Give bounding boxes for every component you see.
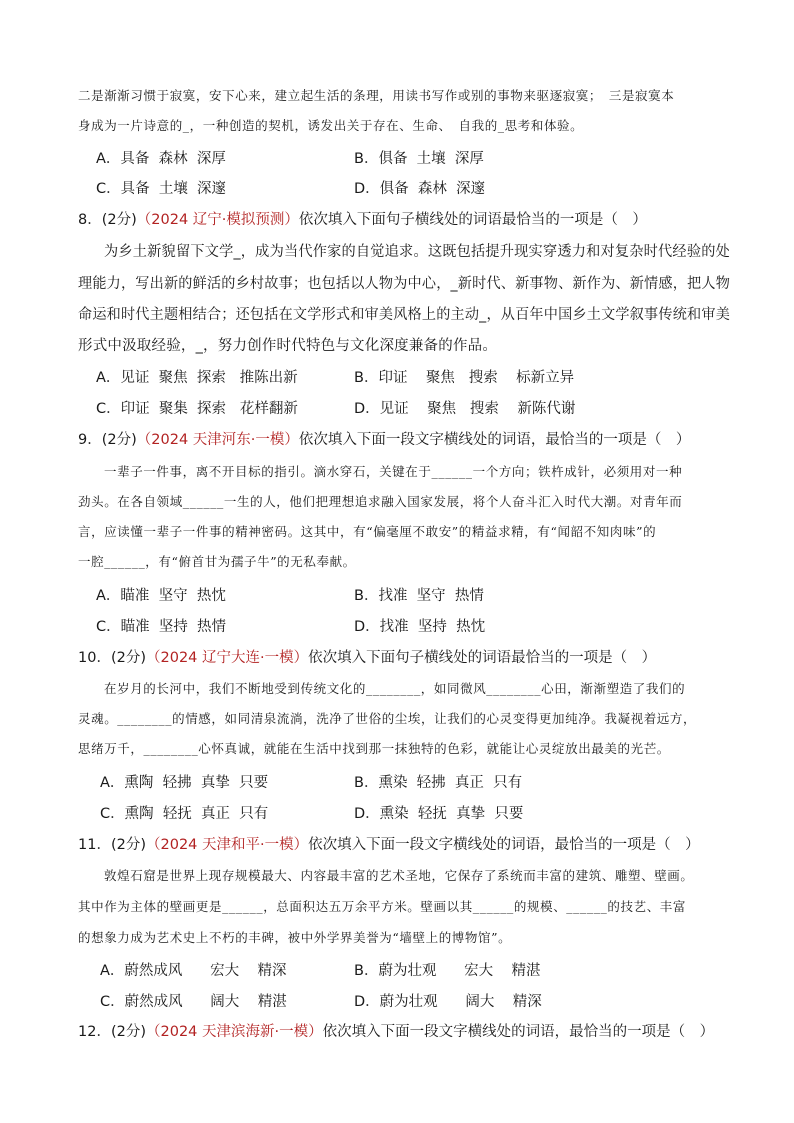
q8-option-d: D．见证 聚焦 搜索 新陈代谢 — [354, 401, 576, 417]
q9-number: 9．(2分) — [78, 432, 137, 448]
q9-stem: 依次填入下面一段文字横线处的词语，最恰当的一项是（ ） — [298, 432, 691, 448]
q9-option-b: B．找准 坚守 热情 — [354, 588, 484, 604]
q10-option-d: D．熏染 轻抚 真挚 只要 — [354, 806, 524, 822]
q7-passage-line-1: 二是渐渐习惯于寂寞，安下心来，建立起生活的条理，用读书写作或别的事物来驱逐寂寞； 三是寂寞本 — [78, 88, 675, 103]
q8-source: （2024 辽宁·模拟预测） — [136, 212, 299, 228]
q12-stem: 依次填入下面一段文字横线处的词语，最恰当的一项是（ ） — [322, 1024, 715, 1040]
q8-header — [78, 208, 647, 229]
q8-option-b: B．印证 聚焦 搜索 标新立异 — [354, 370, 575, 386]
q8-passage-line-2: 理能力，写出新的鲜活的乡村故事；也包括以人物为中心，_新时代、新事物、新作为、新情感，把人物 — [78, 276, 731, 292]
q11-number: 11．(2分) — [78, 837, 146, 853]
q10-option-b: B．熏染 轻拂 真正 只有 — [354, 775, 523, 791]
q10-header — [78, 646, 656, 667]
q10-source: （2024 辽宁大连·一模） — [146, 650, 309, 666]
q11-option-c: C．蔚然成风 阔大 精湛 — [100, 994, 287, 1010]
q7-option-b: B．俱备 土壤 深厚 — [354, 151, 484, 167]
q11-option-a: A．蔚然成风 宏大 精深 — [100, 963, 287, 979]
q9-passage-line-4: 一腔______，有“俯首甘为孺子牛”的无私奉献。 — [78, 554, 356, 569]
q12-number: 12．(2分) — [78, 1024, 146, 1040]
q9-option-a: A．瞄准 坚守 热忱 — [96, 588, 226, 604]
q12-header — [78, 1020, 714, 1041]
q8-passage-line-4: 形式中汲取经验，_，努力创作时代特色与文化深度兼备的作品。 — [78, 338, 498, 354]
q9-option-c: C．瞄准 坚持 热情 — [96, 619, 227, 635]
q11-passage-line-1: 敦煌石窟是世界上现存规模最大、内容最丰富的艺术圣地，它保存了系统而丰富的建筑、雕塑、壁画。 — [104, 868, 694, 883]
q8-option-c: C．印证 聚集 探索 花样翻新 — [96, 401, 298, 417]
q10-passage-line-2: 灵魂。________的情感，如同清泉流淌，洗净了世俗的尘埃，让我们的心灵变得更加纯净。我凝视着远方， — [78, 711, 697, 726]
q9-passage-line-3: 言，应读懂一辈子一件事的精神密码。这其中，有“偏毫厘不敢安”的精益求精，有“闻韶不知肉味”的 — [78, 524, 657, 539]
q12-source: （2024 天津滨海新·一模） — [146, 1024, 323, 1040]
q8-passage-line-1: 为乡土新貌留下文学_，成为当代作家的自觉追求。这既包括提升现实穿透力和对复杂时代经验的处 — [104, 244, 730, 260]
q9-header — [78, 428, 690, 449]
q11-source: （2024 天津和平·一模） — [146, 837, 309, 853]
q7-option-c: C．具备 土壤 深邃 — [96, 181, 227, 197]
q9-option-d: D．找准 坚持 热忱 — [354, 619, 486, 635]
q11-passage-line-2: 其中作为主体的壁画更是______，总面积达五万余平方米。壁画以其______的规模、______的技艺、丰富 — [78, 899, 687, 914]
q10-stem: 依次填入下面句子横线处的词语最恰当的一项是（ ） — [308, 650, 657, 666]
q10-option-a: A．熏陶 轻拂 真挚 只要 — [100, 775, 269, 791]
q7-option-d: D．俱备 森林 深邃 — [354, 181, 486, 197]
q7-passage-line-2: 身成为一片诗意的_，一种创造的契机，诱发出关于存在、生命、 自我的_思考和体验。 — [78, 118, 584, 133]
q11-header — [78, 833, 700, 854]
q7-option-a: A．具备 森林 深厚 — [96, 151, 226, 167]
q10-number: 10．(2分) — [78, 650, 146, 666]
q10-passage-line-3: 思绪万千，________心怀真诚，就能在生活中找到那一抹独特的色彩，就能让心灵绽放出最美的光芒。 — [78, 741, 670, 756]
q10-option-c: C．熏陶 轻抚 真正 只有 — [100, 806, 269, 822]
q8-passage-line-3: 命运和时代主题相结合；还包括在文学形式和审美风格上的主动_，从百年中国乡土文学叙事传统和审美 — [78, 307, 731, 323]
q8-stem: 依次填入下面句子横线处的词语最恰当的一项是（ ） — [298, 212, 647, 228]
q11-option-d: D．蔚为壮观 阔大 精深 — [354, 994, 542, 1010]
q11-passage-line-3: 的想象力成为艺术史上不朽的丰碑，被中外学界美誉为“墙壁上的博物馆”。 — [78, 930, 512, 945]
q8-number: 8．(2分) — [78, 212, 137, 228]
q11-option-b: B．蔚为壮观 宏大 精湛 — [354, 963, 541, 979]
q9-source: （2024 天津河东·一模） — [136, 432, 299, 448]
q9-passage-line-1: 一辈子一件事，离不开目标的指引。滴水穿石，关键在于______一个方向；铁杵成针，必须用对一种 — [104, 464, 683, 479]
q10-passage-line-1: 在岁月的长河中，我们不断地受到传统文化的________，如同微风________心田，渐渐塑造了我们的 — [104, 681, 686, 696]
q11-stem: 依次填入下面一段文字横线处的词语，最恰当的一项是（ ） — [308, 837, 700, 853]
q8-option-a: A．见证 聚焦 探索 推陈出新 — [96, 370, 298, 386]
q9-passage-line-2: 劲头。在各自领域______一生的人，他们把理想追求融入国家发展，将个人奋斗汇入时代大潮。对青年而 — [78, 494, 683, 509]
